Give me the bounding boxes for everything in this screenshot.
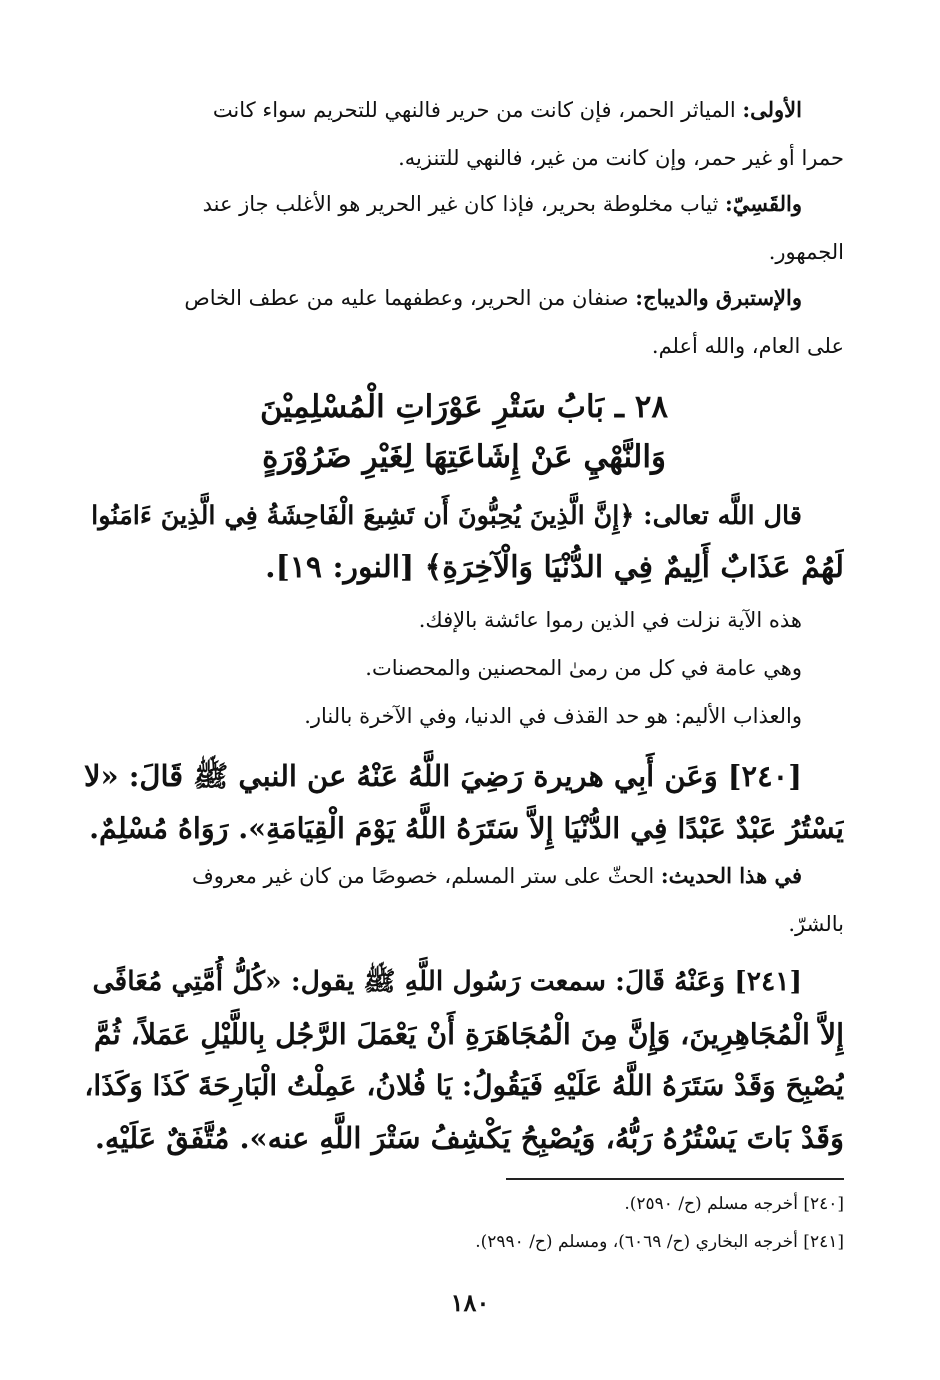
- verse-note-2: وهي عامة في كل من رمىٰ المحصنين والمحصنات.: [365, 656, 802, 680]
- note-qassi-line-2: الجمهور.: [768, 240, 844, 264]
- commentary-240-line-2: بالشرّ.: [788, 912, 844, 936]
- note-istabraq-term: والإستبرق والديباج:: [635, 285, 802, 310]
- note-awla-line-2: حمرا أو غير حمر، وإن كانت من غير، فالنهي للتنزيه.: [398, 146, 844, 170]
- note-qassi-term: والقَسِيّ:: [725, 191, 802, 216]
- hadith-241-line-1: [٢٤١] وَعَنْهُ قَالَ: سمعت رَسُول اللَّهِ ﷺ يقول: «كُلُّ أُمَّتِي مُعَافًى: [92, 966, 802, 997]
- note-istabraq-line-2: على العام، والله أعلم.: [651, 334, 844, 358]
- footnote-divider: [506, 1178, 844, 1180]
- hadith-240: [84, 750, 844, 854]
- note-istabraq-line-1: [84, 274, 844, 322]
- quran-verse: [84, 490, 844, 594]
- hadith-240-line-2: يَسْتُرُ عَبْدٌ عَبْدًا فِي الدُّنْيَا إِلاَّ سَتَرَهُ اللَّهُ يَوْمَ الْقِيَامَةِ». رَوَاهُ مُسْلِمٌ.: [89, 811, 844, 845]
- page-number: ١٨٠: [450, 1288, 490, 1317]
- note-istabraq: [84, 274, 844, 370]
- note-qassi: [84, 180, 844, 276]
- hadith-241: [84, 956, 844, 1164]
- commentary-240-text-1: الحثّ على ستر المسلم، خصوصًا من كان غير معروف: [191, 864, 655, 888]
- note-qassi-text-1: ثياب مخلوطة بحرير، فإذا كان غير الحرير هو الأغلب جاز عند: [202, 192, 719, 216]
- footnote-240: [٢٤٠] أخرجه مسلم (ح/ ٢٥٩٠).: [624, 1194, 844, 1214]
- note-qassi-line-1: [84, 180, 844, 228]
- hadith-241-line-2: إِلاَّ الْمُجَاهِرِينَ، وَإِنَّ مِنَ الْمُجَاهَرَةِ أَنْ يَعْمَلَ الرَّجُل بِاللَّيْلِ عَمَلاً، ثُمَّ: [93, 1017, 844, 1051]
- commentary-240-line-1: [84, 852, 844, 900]
- chapter-heading: [84, 382, 844, 482]
- quran-verse-line-1: قال اللَّه تعالى: ﴿إِنَّ الَّذِينَ يُحِبُّونَ أَن تَشِيعَ الْفَاحِشَةُ فِي الَّذِينَ ءَامَنُوا: [91, 501, 802, 531]
- chapter-heading-line-1: ٢٨ ـ بَابُ سَتْرِ عَوْرَاتِ الْمُسْلِمِيْنَ: [259, 389, 669, 425]
- note-istabraq-text-1: صنفان من الحرير، وعطفهما عليه من عطف الخاص: [184, 286, 629, 310]
- verse-note-1: هذه الآية نزلت في الذين رموا عائشة بالإفك.: [418, 608, 802, 632]
- commentary-240-term: في هذا الحديث:: [660, 863, 802, 888]
- hadith-241-line-3: يُصْبِحَ وَقَدْ سَتَرَهُ اللَّهُ عَلَيْهِ فَيَقُولُ: يَا فُلانُ، عَمِلْتُ الْبَارِحَةَ كَذَا وَكَذَا،: [84, 1069, 844, 1102]
- hadith-241-line-4: وَقَدْ بَاتَ يَسْتُرُهُ رَبُّهُ، وَيُصْبِحُ يَكْشِفُ سَتْرَ اللَّهِ عنه». مُتَّفَقٌ عَلَيْهِ.: [94, 1121, 844, 1155]
- note-awla-line-1: [84, 86, 844, 134]
- note-awla-text-1: المياثر الحمر، فإن كانت من حرير فالنهي للتحريم سواء كانت: [212, 98, 736, 122]
- quran-verse-line-2: لَهُمْ عَذَابٌ أَلِيمٌ فِي الدُّنْيَا وَالْآخِرَةِ﴾ [النور: ١٩].: [265, 550, 844, 585]
- verse-note-3: والعذاب الأليم: هو حد القذف في الدنيا، وفي الآخرة بالنار.: [304, 704, 802, 728]
- note-awla-term: الأولى:: [742, 97, 802, 122]
- commentary-240: [84, 852, 844, 948]
- footnote-241: [٢٤١] أخرجه البخاري (ح/ ٦٠٦٩)، ومسلم (ح/ ٢٩٩٠).: [475, 1232, 844, 1252]
- chapter-heading-line-2: وَالنَّهْيِ عَنْ إِشَاعَتِهَا لِغَيْرِ ضَرُوْرَةٍ: [262, 439, 666, 475]
- note-awla: [84, 86, 844, 182]
- hadith-240-line-1: [٢٤٠] وَعَن أَبِي هريرة رَضِيَ اللَّهُ عَنْهُ عن النبي ﷺ قَالَ: «لا: [84, 759, 802, 793]
- verse-notes: [84, 596, 844, 740]
